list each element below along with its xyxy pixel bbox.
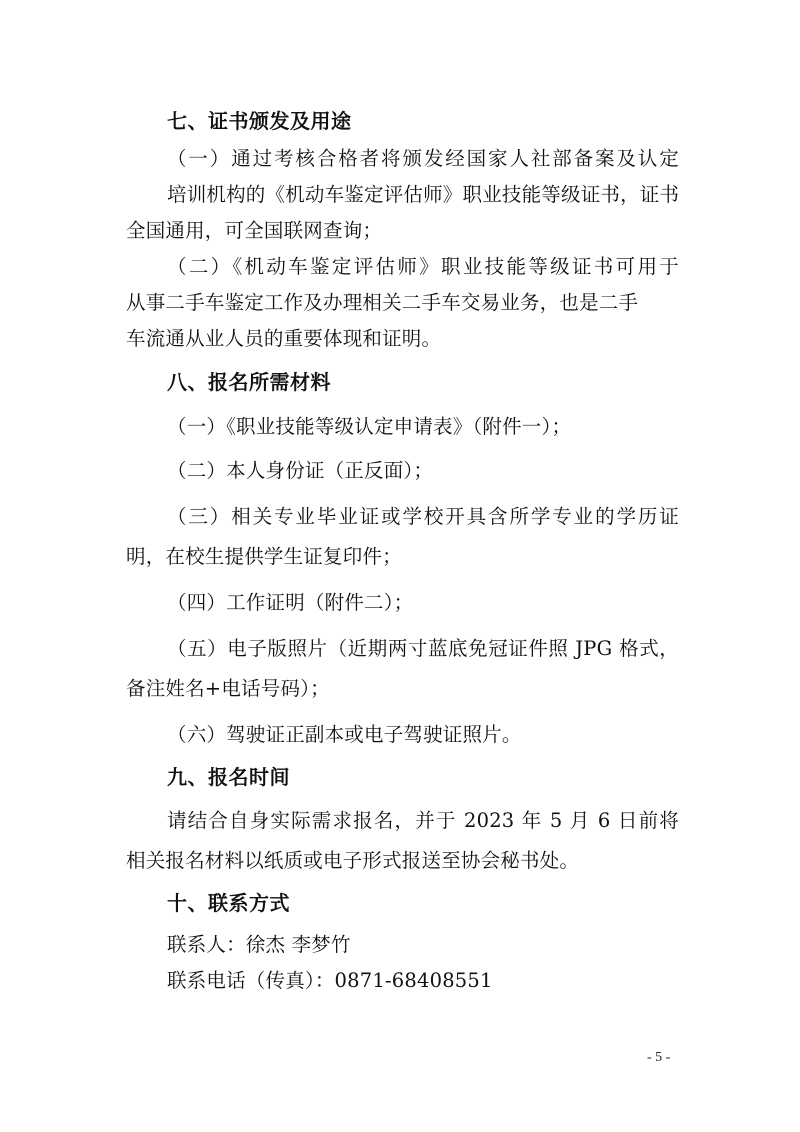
list-item-continuation: 备注姓名+电话号码）；	[126, 677, 330, 700]
paragraph-line: （二）《机动车鉴定评估师》职业技能等级证书可用于	[167, 255, 679, 278]
paragraph-line: 培训机构的《机动车鉴定评估师》职业技能等级证书，证书	[167, 183, 680, 206]
paragraph-line: 请结合自身实际需求报名，并于 2023 年 5 月 6 日前将	[167, 809, 679, 832]
section-heading-time: 九、报名时间	[167, 765, 290, 789]
section-heading-contact: 十、联系方式	[167, 891, 290, 915]
list-item: （二）本人身份证（正反面）；	[167, 459, 434, 482]
paragraph-line: 从事二手车鉴定工作及办理相关二手车交易业务，也是二手	[126, 291, 639, 314]
list-item: （四）工作证明（附件二）；	[167, 591, 414, 614]
section-heading-certificate: 七、证书颁发及用途	[167, 109, 352, 133]
list-item: （六）驾驶证正副本或电子驾驶证照片。	[167, 723, 522, 746]
list-item-continuation: 明，在校生提供学生证复印件；	[126, 545, 402, 568]
paragraph-line: 车流通从业人员的重要体现和证明。	[126, 327, 442, 350]
paragraph-line: （一）通过考核合格者将颁发经国家人社部备案及认定	[167, 147, 679, 170]
paragraph-line: 全国通用，可全国联网查询；	[126, 219, 383, 242]
paragraph-line: 相关报名材料以纸质或电子形式报送至协会秘书处。	[126, 849, 580, 872]
contact-person: 联系人：徐杰 李梦竹	[167, 933, 351, 956]
list-item: （三）相关专业毕业证或学校开具含所学专业的学历证	[167, 505, 679, 528]
contact-phone: 联系电话（传真）：0871-68408551	[167, 969, 493, 992]
section-heading-materials: 八、报名所需材料	[167, 370, 331, 394]
list-item: （五）电子版照片（近期两寸蓝底免冠证件照 JPG 格式，	[167, 637, 679, 660]
list-item: （一）《职业技能等级认定申请表》（附件一）；	[167, 415, 572, 438]
page-number: - 5 -	[647, 1050, 671, 1065]
